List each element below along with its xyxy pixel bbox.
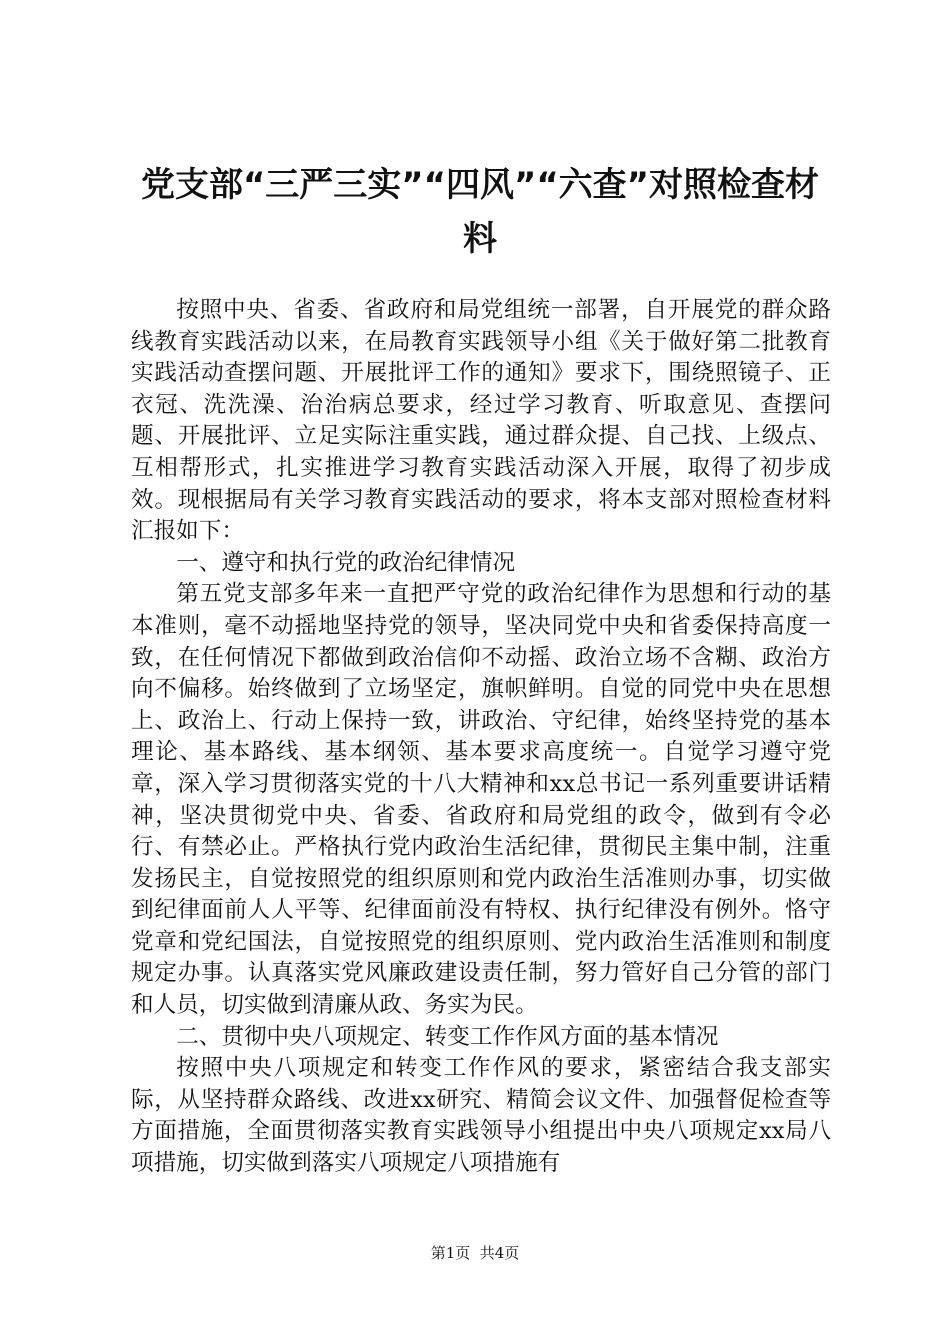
section-1-paragraph: 第五党支部多年来一直把严守党的政治纪律作为思想和行动的基本准则，毫不动摇地坚持党的领导，坚决同党中央和省委保持高度一致，在任何情况下都做到政治信仰不动摇、政治立场不含糊、政治方向不偏移。始终做到了立场坚定，旗帜鲜明。自觉的同党中央在思想上、政治上、行动上保持一致，讲政治、守纪律，始终坚持党的基本理论、基本路线、基本纲领、基本要求高度统一。自觉学习遵守党章，深入学习贯彻落实党的十八大精神和xx总书记一系列重要讲话精神，坚决贯彻党中央、省委、省政府和局党组的政令，做到有令必行、有禁必止。严格执行党内政治生活纪律，贯彻民主集中制，注重发扬民主，自觉按照党的组织原则和党内政治生活准则办事，切实做到纪律面前人人平等、纪律面前没有特权、执行纪律没有例外。恪守党章和党纪国法，自觉按照党的组织原则、党内政治生活准则和制度规定办事。认真落实党风廉政建设责任制，努力管好自己分管的部门和人员，切实做到清廉从政、务实为民。 [131, 581, 831, 1019]
document-title: 党支部“三严三实”“四风”“六查”对照检查材料 [140, 165, 820, 259]
document-body [131, 295, 831, 1180]
section-heading-1: 一、遵守和执行党的政治纪律情况 [176, 549, 516, 576]
intro-paragraph: 按照中央、省委、省政府和局党组统一部署，自开展党的群众路线教育实践活动以来，在局教育实践领导小组《关于做好第二批教育实践活动查摆问题、开展批评工作的通知》要求下，围绕照镜子、正衣冠、洗洗澡、治治病总要求，经过学习教育、听取意见、查摆问题、开展批评、立足实际注重实践，通过群众提、自己找、上级点、互相帮形式，扎实推进学习教育实践活动深入开展，取得了初步成效。现根据局有关学习教育实践活动的要求，将本支部对照检查材料汇报如下： [131, 297, 831, 545]
page-footer: 第1页 共4页 [430, 1244, 520, 1262]
section-2-paragraph: 按照中央八项规定和转变工作作风的要求，紧密结合我支部实际，从坚持群众路线、改进xx研究、精简会议文件、加强督促检查等方面措施，全面贯彻落实教育实践领导小组提出中央八项规定xx局八项措施，切实做到落实八项规定八项措施有 [131, 1055, 831, 1177]
section-heading-2: 二、贯彻中央八项规定、转变工作作风方面的基本情况 [176, 1023, 719, 1050]
